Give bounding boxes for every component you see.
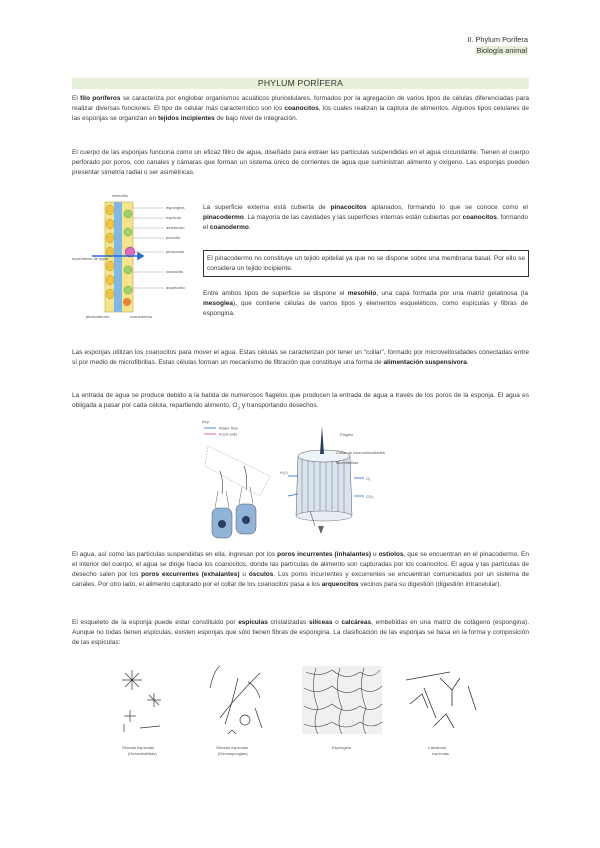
fig1-flow-label: movimiento de agua (72, 256, 109, 261)
paragraph-coanocitos: Las esponjas utilizan los coanocitos para mover el agua. Estas células se caracterizan por tener un “collar”, formado por microvellosidades conectadas entre sí por medio de microfibrillas. Estas células forman un mecanismo de filtración que constituye una forma de alimentación suspensívora. (72, 349, 529, 366)
header-chapter: II. Phylum Porifera (467, 35, 528, 44)
fig2-label: O₂ (366, 476, 371, 481)
paragraph-water-path: El agua, así como las partículas suspendidas en ella, ingresan por los poros incurrentes (inhalantes) u ostiolos, que se encuentran en el pinacodermo. En el interior del cuerpo, el agua se dirige hacia los coanocitos, donde las partículas de alimento son capturadas por los coanocitos. El agua y las partículas de desecho salen por los poros excurrentes (exhalantes) u ósculos. Los poros incurrentes y excurrentes se encuentran comunicados por un sistema de canales. Por otro lado, el alimento capturado por el collar de los coanocitos pasa a los arqueocitos vecinos para su digestión (digestión intracelular). (72, 551, 529, 588)
paragraph-filter: El cuerpo de las esponjas funciona como un eficaz filtro de agua, diseñado para extraer las partículas suspendidas en el agua circundante. Tienen el cuerpo perforado por poros, con canales y cámaras que forman un sistema único de corrientes de agua que suministran alimento y oxígeno. Las esponjas pueden presentar simetría radial o ser asimétricas. (72, 149, 529, 176)
fig1-label: arqueocito (166, 285, 185, 290)
spicule-caption: Silíceas espículas (216, 745, 249, 750)
spicule-caption: Calcáreas (428, 745, 447, 750)
fig2-label: H₂O (280, 470, 288, 475)
paragraph-mesohilo: Entre ambos tipos de superficie se dispone el mesohilo, una capa formada por una matriz gelatinosa (la mesoglea), que contiene células de varios tipos y elementos esqueléticos, como espículas y fibras de espongina. (203, 290, 528, 317)
fig2-legend-water: Water flow (219, 425, 238, 431)
fig1-label: coanocito (166, 269, 184, 274)
fig2-key: Key: (202, 419, 211, 424)
note-box: El pinacodermo no constituye un tejido epitelial ya que no se dispone sobre una membrana basal. Por ello se considera un tejido incipiente. (203, 250, 529, 277)
calcareous-spicules (406, 672, 476, 728)
fig1-bottom-label: pinacodermo (86, 314, 110, 319)
paragraph-pinacocitos: La superficie externa está cubierta de pinacocitos aplanados, formando lo que se conoce como el pinacodermo. La mayoría de las cavidades y las superficies internas están cubiertas por coanocitos, formando el coanodermo. (203, 204, 528, 231)
paragraph-intro: El filo poríferos se caracteriza por englobar organismos acuáticos pluricelulares, formados por la agregación de varios tipos de células diferenciadas para realizar diversas funciones. El tipo de celular más característico son los coanocitos, los cuales realizan la captura de alimentos. Algunos tipos celulares de las esponjas se organizan en tejidos incipientes de bajo nivel de integración. (72, 95, 530, 122)
hexactinellid-spicules (122, 670, 161, 732)
spicule-caption: espículas (432, 751, 449, 756)
body-wall-figure (72, 190, 197, 320)
page-header (467, 34, 528, 56)
page-title: PHYLUM PORÍFERA (72, 78, 529, 89)
paragraph-water-entry: La entrada de agua se produce debido a la batida de numerosos flagelos que producen la entrada de agua a través de los poros de la esponja. El agua es obligada a pasar por cada célula, repartiendo alimento, $O_2$ y transportando desechos. (72, 392, 529, 411)
fig1-label: espongina (166, 205, 185, 210)
spicule-caption: Espongina (332, 745, 351, 750)
fig2-label: CO₂ (366, 494, 374, 499)
choanocyte-figure (200, 416, 390, 544)
fig1-label-top: mesohilo (112, 193, 129, 198)
fig2-label: Microfibrillas (336, 460, 359, 465)
fig1-bottom-label: coanodermo (130, 314, 153, 319)
fig1-label: porocito (166, 235, 181, 240)
fig1-label: espícula (166, 215, 181, 220)
fig2-legend-food: Food cells (219, 431, 238, 437)
header-subject: Biología animal (476, 46, 527, 55)
demosponge-spicules (210, 666, 262, 734)
spicule-caption: (Hexactinélidas) (128, 751, 157, 756)
fig2-label: Collar de microvellosidades (336, 450, 385, 455)
fig1-label: pinacocito (166, 249, 185, 254)
fig1-label: amebocito (166, 225, 185, 230)
spicule-caption: (Demospongiae) (218, 751, 248, 756)
fig2-label: Flagelo (340, 432, 354, 437)
paragraph-skeleton: El esqueleto de la esponja puede estar constituido por espículas cristalizadas silíceas o calcáreas, embebidas en una matriz de colágeno (espongina). Aunque no todas tienen espículas, existen esponjas que sólo tienen fibras de espongina. La clasificación de las esponjas se basa en la forma y composición de las espículas: (72, 619, 530, 646)
spicule-caption: Silíceas espículas (122, 745, 155, 750)
spicules-figure (110, 658, 490, 768)
spongin-network (302, 666, 382, 734)
